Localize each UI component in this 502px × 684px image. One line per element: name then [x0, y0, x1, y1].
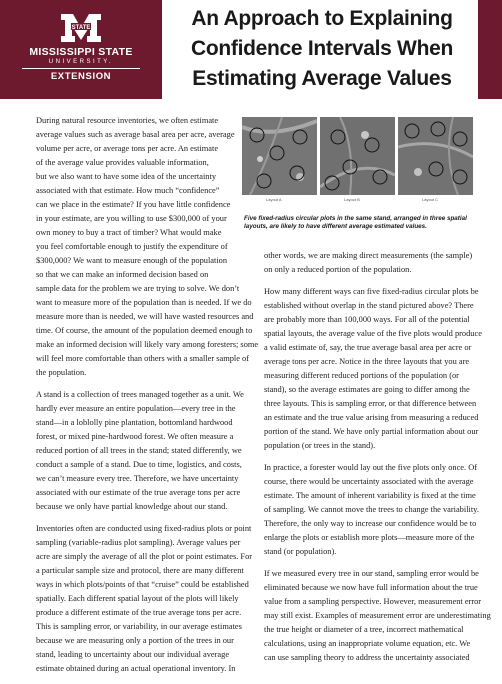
text-line: forest, or mixed pine-hardwood forest. We often measure a [36, 432, 234, 441]
text-line: portion of the stand. We have only partial information about our [264, 427, 479, 436]
text-line: own money to buy a tract of timber? What would make [36, 228, 222, 237]
text-line: hardly ever measure an entire population—every tree in the [36, 404, 236, 413]
text-line: may still exist. Examples of measurement error are underestimating [264, 611, 491, 620]
msu-extension-logo [0, 12, 162, 82]
text-line: because we only have partial knowledge about our stand. [36, 502, 228, 511]
msu-m-icon [59, 12, 103, 44]
text-line: a particular sample size and protocol, there are many different [36, 566, 244, 575]
title-line: Confidence Intervals When [190, 37, 454, 60]
body-paragraph [264, 567, 491, 665]
aerial-photo-layout-b [320, 117, 395, 195]
text-line: spatial layouts, the average value of the five plots would produce [264, 329, 482, 338]
text-line: are probably more than 100,000 ways. For all of the potential [264, 315, 470, 324]
text-line: A stand is a collection of trees managed together as a unit. We [36, 390, 244, 399]
logo-divider [22, 68, 140, 69]
text-line: of the average value provides valuable information, [36, 158, 209, 167]
title-line: An Approach to Explaining [191, 7, 453, 30]
aerial-photo-layout-a [242, 117, 317, 195]
body-paragraph [264, 461, 479, 559]
text-line: stand—in a loblolly pine plantation, bottomland hardwood [36, 418, 233, 427]
text-line: enlarge the plots or establish more plots—measure more of the [264, 533, 475, 542]
text-line: other words, we are making direct measurements (the sample) [264, 251, 473, 260]
layout-b-plots [320, 117, 395, 195]
text-line: course, there would be uncertainty associated with the average [264, 477, 474, 486]
text-line: reduced portion of all trees in the stand; stated differently, we [36, 446, 242, 455]
text-line: measure more than is needed, we will have wasted resources and [36, 312, 254, 321]
left-text-column [36, 114, 259, 684]
text-line: estimate. The amount of inherent variability is fixed at the time [264, 491, 476, 500]
text-line: make an informed decision will likely vary among foresters; some [36, 340, 259, 349]
logo-unit: EXTENSION [50, 71, 112, 82]
text-line: value from a sampling perspective. However, measurement error [264, 597, 482, 606]
text-line: conduct a sample of a stand. Due to time, logistics, and costs, [36, 460, 242, 469]
text-line: an estimate and the true value arising from measuring a reduced [264, 413, 479, 422]
text-line: established without overlap in the stand pictured above? There [264, 301, 474, 310]
text-line: can we place in the estimate? If you have little confidence [36, 200, 231, 209]
svg-text:STATE: STATE [71, 25, 91, 31]
body-paragraph [264, 285, 482, 453]
right-text-column [264, 249, 491, 673]
text-line: $300,000? We want to measure enough of the population [36, 256, 228, 265]
layout-a-plots [242, 117, 317, 195]
text-line: population (or trees in the stand). [264, 441, 376, 450]
text-line: you feel comfortable enough to justify the expenditure of [36, 242, 228, 251]
text-line: time. Of course, the amount of the population deemed enough to [36, 326, 253, 335]
text-line: calculations, using an inappropriate volume equation, etc. We [264, 639, 471, 648]
text-line: in your estimate, are you willing to use $300,000 of your [36, 214, 227, 223]
text-line: In practice, a forester would lay out the five plots only once. Of [264, 463, 478, 472]
logo-univ: UNIVERSITY. [48, 59, 114, 65]
text-line: but we also want to have some idea of the uncertainty [36, 172, 217, 181]
text-line: average values such as average basal area per acre, average [36, 130, 235, 139]
text-line: a valid estimate of, say, the true average basal area per acre or [264, 343, 472, 352]
body-paragraph [36, 114, 259, 380]
text-line: associated with our estimate of the true average tons per acre [36, 488, 241, 497]
text-line: How many different ways can five fixed-radius circular plots be [264, 287, 479, 296]
text-line: associated with that estimate. How much “confidence” [36, 186, 220, 195]
page-title [172, 4, 472, 94]
text-line: Inventories often are conducted using fixed-radius plots or point [36, 524, 252, 533]
text-line: want to measure more of the population than is needed. If we do [36, 298, 252, 307]
header-sidebar [0, 0, 162, 99]
text-line: so that we can make an informed decision based on [36, 270, 209, 279]
text-line: measuring different reduced portions of the population (or [264, 371, 459, 380]
text-line: stand), so the average estimates are going to differ among the [264, 385, 470, 394]
text-line: spatially. Each different spatial layout of the plots will likely [36, 594, 239, 603]
text-line: stand (or population). [264, 547, 337, 556]
text-line: the true height or diameter of a tree, incorrect mathematical [264, 625, 464, 634]
body-paragraph [36, 522, 253, 676]
text-line: can use sampling theory to address the uncertainty associated [264, 653, 470, 662]
text-line: If we measured every tree in our stand, sampling error would be [264, 569, 479, 578]
aerial-photo-layout-c [398, 117, 473, 195]
layout-c-plots [398, 117, 473, 195]
text-line: of sampling. We cannot move the trees to change the variability. [264, 505, 479, 514]
figure-panel-label: Layout B [344, 197, 360, 202]
text-line: volume per acre, or average tons per acre. An estimate [36, 144, 219, 153]
header-right-bar [478, 0, 502, 99]
text-line: Therefore, the only way to increase our confidence would be to [264, 519, 477, 528]
text-line: average tons per acre. Notice in the three layouts that you are [264, 357, 470, 366]
text-line: stand, leading to uncertainty about our individual average [36, 650, 230, 659]
figure-panel-label: Layout C [422, 197, 439, 202]
text-line: eliminated because we now have full information about the true [264, 583, 478, 592]
text-line: estimate obtained during an actual operational inventory. In [36, 664, 236, 673]
figure-caption: Five fixed-radius circular plots in the same stand, arranged in three spatial layouts, are likely to have different average estimated values. [244, 215, 467, 230]
text-line: we can’t measure every tree. Therefore, we have uncertainty [36, 474, 239, 483]
text-line: will feel more comfortable than others with a smaller sample of [36, 354, 250, 363]
text-line: This is sampling error, or variability, in our average estimates [36, 622, 242, 631]
text-line: sampling (variable-radius plot sampling). Average values per [36, 538, 241, 547]
text-line: ways in which plots/points of that “cruise” could be established [36, 580, 249, 589]
text-line: acre are simply the average of all the plot or point estimates. For [36, 552, 253, 561]
logo-org: MISSISSIPPI STATE [29, 46, 133, 58]
text-line: During natural resource inventories, we often estimate [36, 116, 219, 125]
title-line: Estimating Average Values [192, 67, 452, 90]
text-line: the population. [36, 368, 87, 377]
plot-layout-figure [242, 117, 474, 230]
text-line: on only a reduced portion of the population. [264, 265, 412, 274]
figure-panel-label: Layout A [266, 197, 282, 202]
body-paragraph [264, 249, 476, 277]
text-line: produce a different estimate of the true average tons per acre. [36, 608, 242, 617]
text-line: because we are measuring only a portion of the trees in our [36, 636, 234, 645]
text-line: three layouts. This is sampling error, or that difference between [264, 399, 477, 408]
text-line: sample data for the problem we are trying to solve. We don’t [36, 284, 240, 293]
body-paragraph [36, 388, 244, 514]
